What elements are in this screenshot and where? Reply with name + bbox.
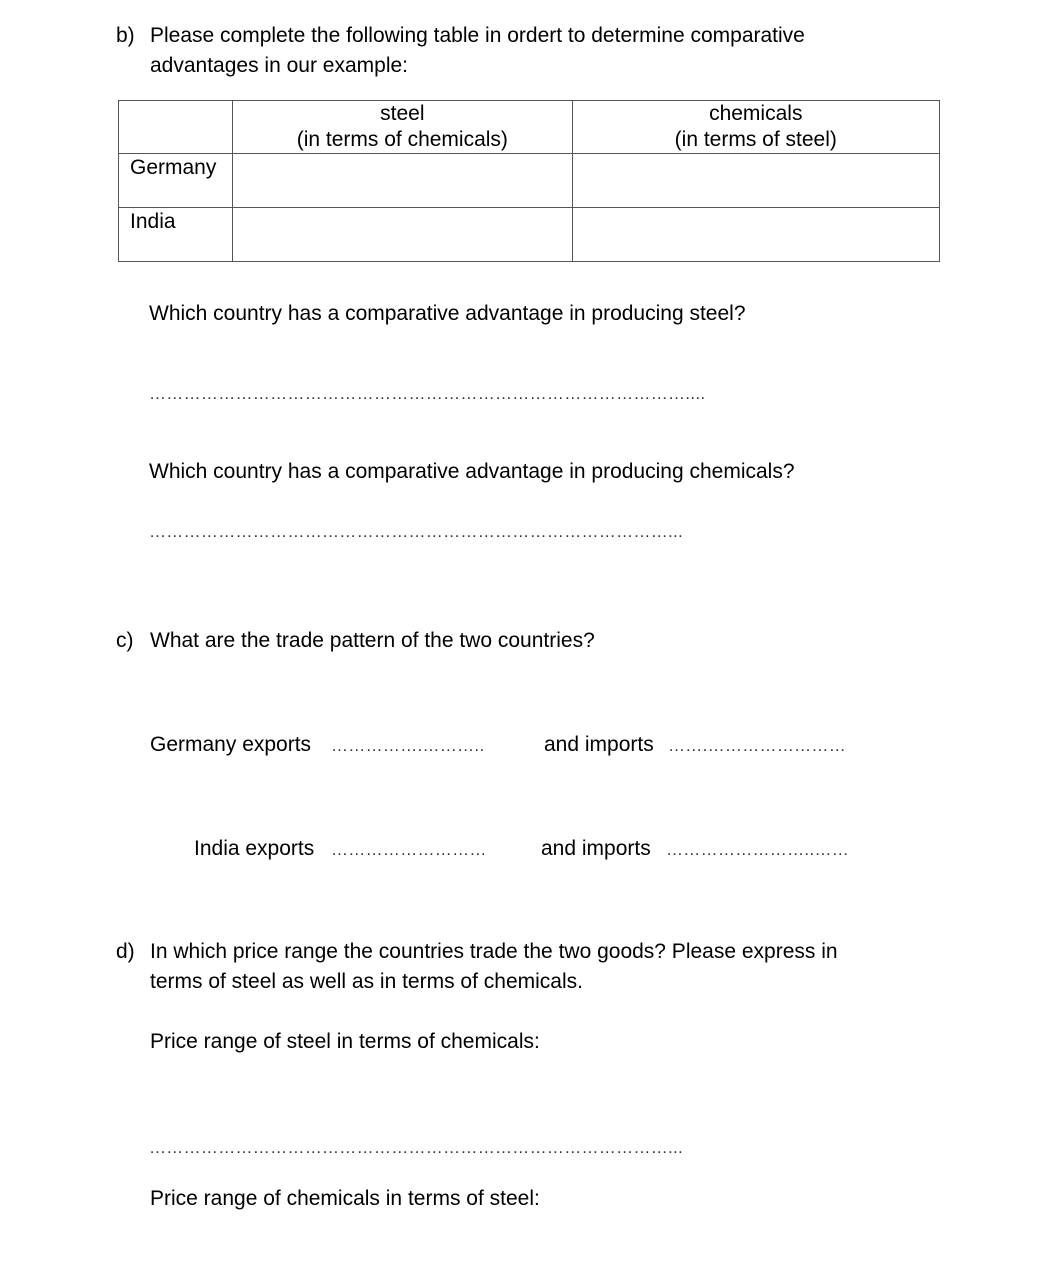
part-c-marker: c) xyxy=(116,629,134,652)
germany-exports-label: Germany exports xyxy=(150,733,312,756)
part-b-marker: b) xyxy=(116,24,135,47)
india-exports-label: India exports xyxy=(194,837,315,860)
header-steel-title: steel xyxy=(380,102,425,125)
row-label-india: India xyxy=(119,208,233,262)
india-imports-answer[interactable]: ……………………..…… xyxy=(666,840,850,859)
header-chemicals-title: chemicals xyxy=(709,102,803,125)
part-b-instruction-line2: advantages in our example: xyxy=(150,54,408,77)
table-row xyxy=(119,208,940,262)
cell-india-steel[interactable] xyxy=(233,208,572,262)
chemicals-price-range-label: Price range of chemicals in terms of steel: xyxy=(150,1187,540,1210)
steel-price-range-answer[interactable]: ………………………………………………………………………………... xyxy=(149,1138,684,1157)
germany-imports-label: and imports xyxy=(544,733,654,756)
germany-imports-answer[interactable]: …….…………………… xyxy=(668,736,847,755)
table-header-row xyxy=(119,101,940,154)
cell-germany-steel[interactable] xyxy=(233,154,572,208)
question-steel-advantage: Which country has a comparative advantage in producing steel? xyxy=(149,302,746,325)
part-d-question-line2: terms of steel as well as in terms of chemicals. xyxy=(150,970,583,993)
part-d-question-line1: In which price range the countries trade the two goods? Please express in xyxy=(150,940,838,963)
table-row xyxy=(119,154,940,208)
comparative-advantage-table xyxy=(118,100,940,262)
row-label-germany: Germany xyxy=(119,154,233,208)
india-exports-answer[interactable]: ……………………… xyxy=(331,840,487,859)
germany-exports-answer[interactable]: …………….……….. xyxy=(331,736,485,755)
header-chemicals xyxy=(572,101,939,154)
question-chemicals-advantage: Which country has a comparative advantage in producing chemicals? xyxy=(149,460,795,483)
part-d-marker: d) xyxy=(116,940,135,963)
steel-price-range-label: Price range of steel in terms of chemicals: xyxy=(150,1030,540,1053)
cell-india-chemicals[interactable] xyxy=(572,208,939,262)
cell-germany-chemicals[interactable] xyxy=(572,154,939,208)
part-c-question: What are the trade pattern of the two countries? xyxy=(150,629,595,652)
header-chemicals-subtitle: (in terms of steel) xyxy=(674,128,837,151)
table-corner-cell xyxy=(119,101,233,154)
india-imports-label: and imports xyxy=(541,837,651,860)
part-b-instruction-line1: Please complete the following table in ordert to determine comparative xyxy=(150,24,805,47)
answer-line-steel-advantage[interactable]: ………………………………………………………………………………….... xyxy=(149,384,706,403)
header-steel xyxy=(233,101,572,154)
answer-line-chemicals-advantage[interactable]: ………………………………………………………………………………... xyxy=(149,522,684,541)
header-steel-subtitle: (in terms of chemicals) xyxy=(296,128,508,151)
